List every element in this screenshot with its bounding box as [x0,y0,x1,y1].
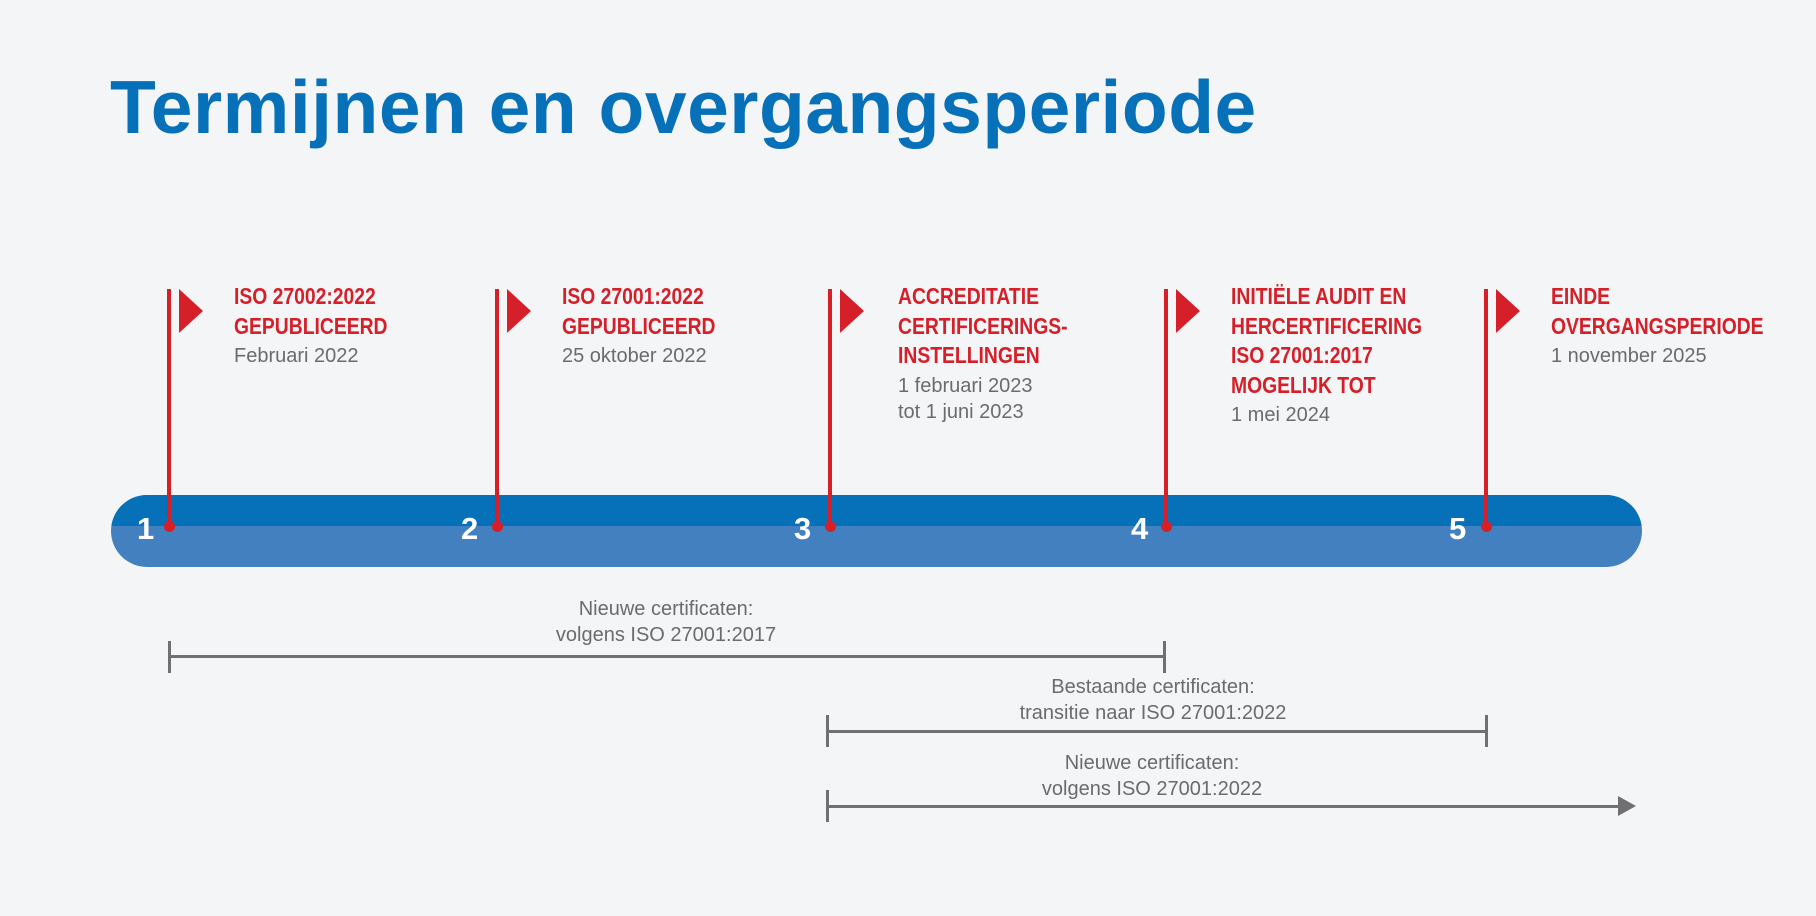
range-label-line: Nieuwe certificaten: [578,598,754,620]
flag-icon [1176,289,1200,333]
range-line [827,805,1620,808]
flag-pole-icon [828,289,832,526]
milestone-date-line: tot 1 juni 2023 [898,400,1024,423]
milestone-date-line: 1 februari 2023 [898,374,1033,397]
flag-icon [1496,289,1520,333]
milestone-title [1551,282,1764,341]
milestone-date [562,343,745,369]
milestone-date [898,373,1100,425]
milestone-title-line: INITIËLE AUDIT EN [1231,283,1407,309]
milestone-date-line: 25 oktober 2022 [562,345,707,367]
range-label-line: volgens ISO 27001:2022 [1041,778,1263,800]
flag-icon [179,289,203,333]
milestone-title-line: CERTIFICERINGS- [898,312,1068,339]
milestone-title-line: HERCERTIFICERING [1231,312,1423,339]
range-label [556,596,776,648]
flag-pole-icon [495,289,499,526]
milestone-date-line: 1 mei 2024 [1231,404,1330,426]
range-label-line: Nieuwe certificaten: [1064,752,1240,774]
milestone-number-3: 3 [794,511,812,546]
milestone-title [562,282,716,341]
milestone-date [234,343,417,369]
milestone-title-line: GEPUBLICEERD [562,312,716,339]
flag-pole-icon [1484,289,1488,526]
timeline-bar [111,495,1642,567]
page-title: Termijnen en overgangsperiode [110,65,1257,149]
milestone-date-line: Februari 2022 [234,345,359,367]
flag-pole-dot-icon [164,521,175,532]
milestone-title-line: ISO 27002:2022 [234,283,376,309]
range-label-line: transitie naar ISO 27001:2022 [1019,702,1287,724]
range-end-tick-icon [1163,641,1166,673]
flag-pole-icon [167,289,171,526]
milestone-title-line: ISO 27001:2017 [1231,342,1373,368]
milestone-title-line: EINDE [1551,283,1611,309]
arrow-right-icon [1618,796,1636,816]
milestone-text [234,282,417,369]
milestone-number-1: 1 [137,511,155,546]
milestone-title-line: OVERGANGSPERIODE [1551,312,1764,339]
milestone-text [1231,282,1458,428]
milestone-text [1551,282,1804,369]
milestone-title-line: GEPUBLICEERD [234,312,388,339]
milestone-title [234,282,388,341]
milestone-title [898,282,1068,371]
range-label-line: Bestaande certificaten: [1051,676,1255,698]
flag-pole-dot-icon [825,521,836,532]
milestone-text [898,282,1100,425]
range-label [1020,674,1287,726]
milestone-number-2: 2 [461,511,479,546]
milestone-date [1551,343,1804,369]
milestone-number-5: 5 [1449,511,1467,546]
flag-pole-dot-icon [1481,521,1492,532]
milestone-number-4: 4 [1131,511,1149,546]
flag-pole-dot-icon [1161,521,1172,532]
milestone-title [1231,282,1422,400]
range-line [827,730,1486,733]
flag-pole-dot-icon [492,521,503,532]
milestone-title-line: ACCREDITATIE [898,283,1039,309]
milestone-text [562,282,745,369]
milestone-date-line: 1 november 2025 [1551,345,1707,367]
range-label [1042,750,1262,802]
timeline-bar-top-band [111,495,1642,526]
milestone-title-line: MOGELIJK TOT [1231,371,1376,398]
flag-icon [507,289,531,333]
milestone-title-line: INSTELLINGEN [898,342,1040,368]
flag-pole-icon [1164,289,1168,526]
range-line [169,655,1164,658]
range-label-line: volgens ISO 27001:2017 [555,624,777,646]
milestone-date [1231,402,1458,428]
range-end-tick-icon [1485,715,1488,747]
flag-icon [840,289,864,333]
milestone-title-line: ISO 27001:2022 [562,283,704,309]
